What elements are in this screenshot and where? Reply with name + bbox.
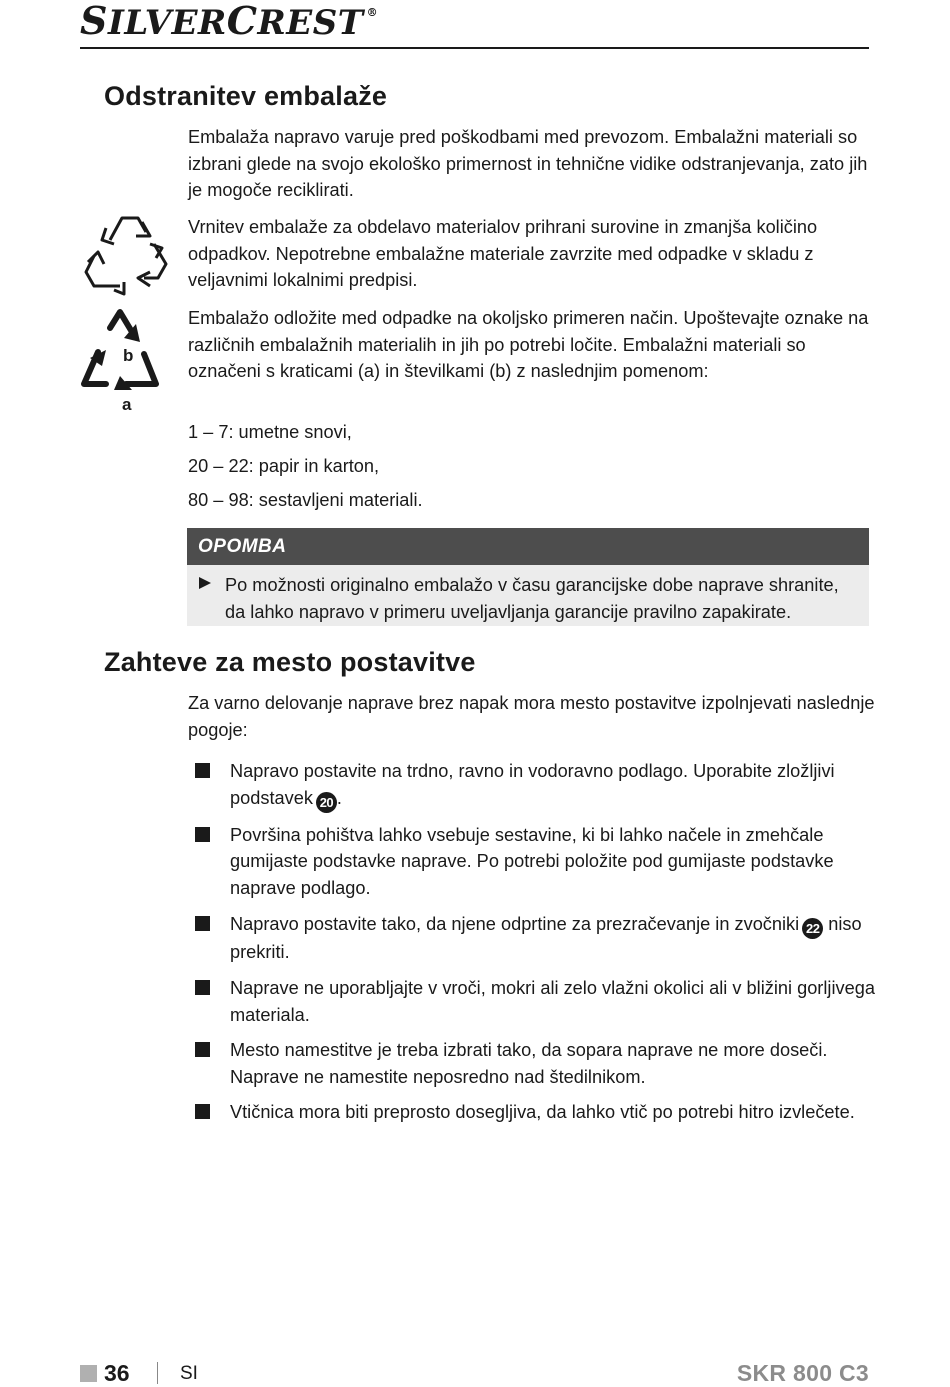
list-item-text: Mesto namestitve je treba izbrati tako, da sopara naprave ne more doseči. Naprave ne namestite neposredno nad štedilnikom. — [230, 1040, 828, 1087]
paragraph — [188, 214, 878, 294]
square-bullet-icon — [195, 916, 210, 931]
list-item-text: niso prekriti. — [230, 914, 862, 963]
note-text: Po možnosti originalno embalažo v času garancijske dobe naprave shranite, da lahko napravo v primeru uveljavljanja garancije pravilno zapakirate. — [225, 575, 839, 622]
list-item-text: Napravo postavite tako, da njene odprtine za prezračevanje in zvočniki — [230, 914, 800, 935]
section-title-placement: Zahteve za mesto postavitve — [104, 647, 476, 677]
square-bullet-icon — [195, 827, 210, 842]
section-title-packaging: Odstranitev embalaže — [104, 81, 388, 111]
square-bullet-icon — [195, 1042, 210, 1057]
note-body — [187, 565, 869, 626]
paragraph-text: Za varno delovanje naprave brez napak mora mesto postavitve izpolnjevati naslednje pogoje: — [188, 693, 875, 740]
list-item-text: Površina pohištva lahko vsebuje sestavine, ki bi lahko načele in zmehčale gumijaste podstavke naprave. Po potrebi položite pod gumijaste podstavke naprave podlago. — [230, 824, 834, 898]
list-item — [195, 1037, 875, 1090]
model-number: SKR 800 C3 — [736, 1360, 869, 1386]
list-item-text: Napravo postavite na trdno, ravno in vodoravno podlago. Uporabite zložljivi podstavek — [230, 761, 835, 808]
footer-square-icon — [80, 1365, 97, 1382]
paragraph-text: Vrnitev embalaže za obdelavo materialov prihrani surovine in zmanjša količino odpadkov. Nepotrebne embalažne materiale zavrzite med odpadke v skladu z veljavnimi lokalnimi predpisi. — [188, 217, 818, 291]
paragraph — [188, 305, 878, 385]
paragraph — [188, 124, 878, 204]
language-code: SI — [180, 1363, 198, 1384]
footer-divider — [157, 1362, 158, 1384]
list-item-text: . — [336, 787, 342, 808]
paragraph-text: Embalaža napravo varuje pred poškodbami med prevozom. Embalažni materiali so izbrani glede na svojo ekološko primernost in tehnične vidike odstranjevanja, zato jih je mogoče reciklirati. — [188, 127, 868, 201]
reference-number-badge: 20 — [316, 792, 337, 813]
list-item — [195, 1099, 875, 1126]
page-number: 36 — [104, 1360, 130, 1386]
paragraph — [188, 690, 878, 743]
list-item-text: Vtičnica mora biti preprosto dosegljiva, da lahko vtič po potrebi hitro izvlečete. — [230, 1102, 855, 1123]
square-bullet-icon — [195, 1104, 210, 1119]
header-rule — [80, 47, 869, 49]
list-item — [195, 758, 875, 813]
list-item — [195, 911, 875, 966]
recycling-code-triangle-icon — [80, 308, 160, 394]
registered-mark: ® — [366, 6, 379, 19]
note-heading: OPOMBA — [187, 528, 869, 565]
logo-text: REST — [257, 3, 364, 43]
symbol-label-b: b — [123, 346, 134, 365]
list-item — [195, 822, 875, 902]
code-line: 80 – 98: sestavljeni materiali. — [188, 490, 423, 510]
code-line: 20 – 22: papir in karton, — [188, 456, 380, 476]
brand-logo — [80, 0, 378, 43]
paragraph-text: Embalažo odložite med odpadke na okoljsko primeren način. Upoštevajte oznake na različnih embalažnih materialih in jih po potrebi ločite. Embalažni materiali so označeni s kraticami (a) in številkami (b) z naslednjim pomenom: — [188, 308, 869, 382]
arrow-bullet-icon — [199, 577, 211, 589]
square-bullet-icon — [195, 763, 210, 778]
requirements-list — [195, 758, 875, 1126]
logo-text: ILVER — [107, 3, 227, 43]
square-bullet-icon — [195, 980, 210, 995]
symbol-label-a: a — [122, 395, 132, 414]
recycling-arrows-icon — [80, 210, 170, 296]
logo-letter: C — [226, 0, 258, 43]
logo-letter: S — [80, 0, 108, 43]
list-item-text: Naprave ne uporabljajte v vroči, mokri ali zelo vlažni okolici ali v bližini gorljivega materiala. — [230, 977, 875, 1025]
code-line: 1 – 7: umetne snovi, — [188, 422, 352, 442]
reference-number-badge: 22 — [802, 918, 823, 939]
list-item — [195, 975, 875, 1028]
